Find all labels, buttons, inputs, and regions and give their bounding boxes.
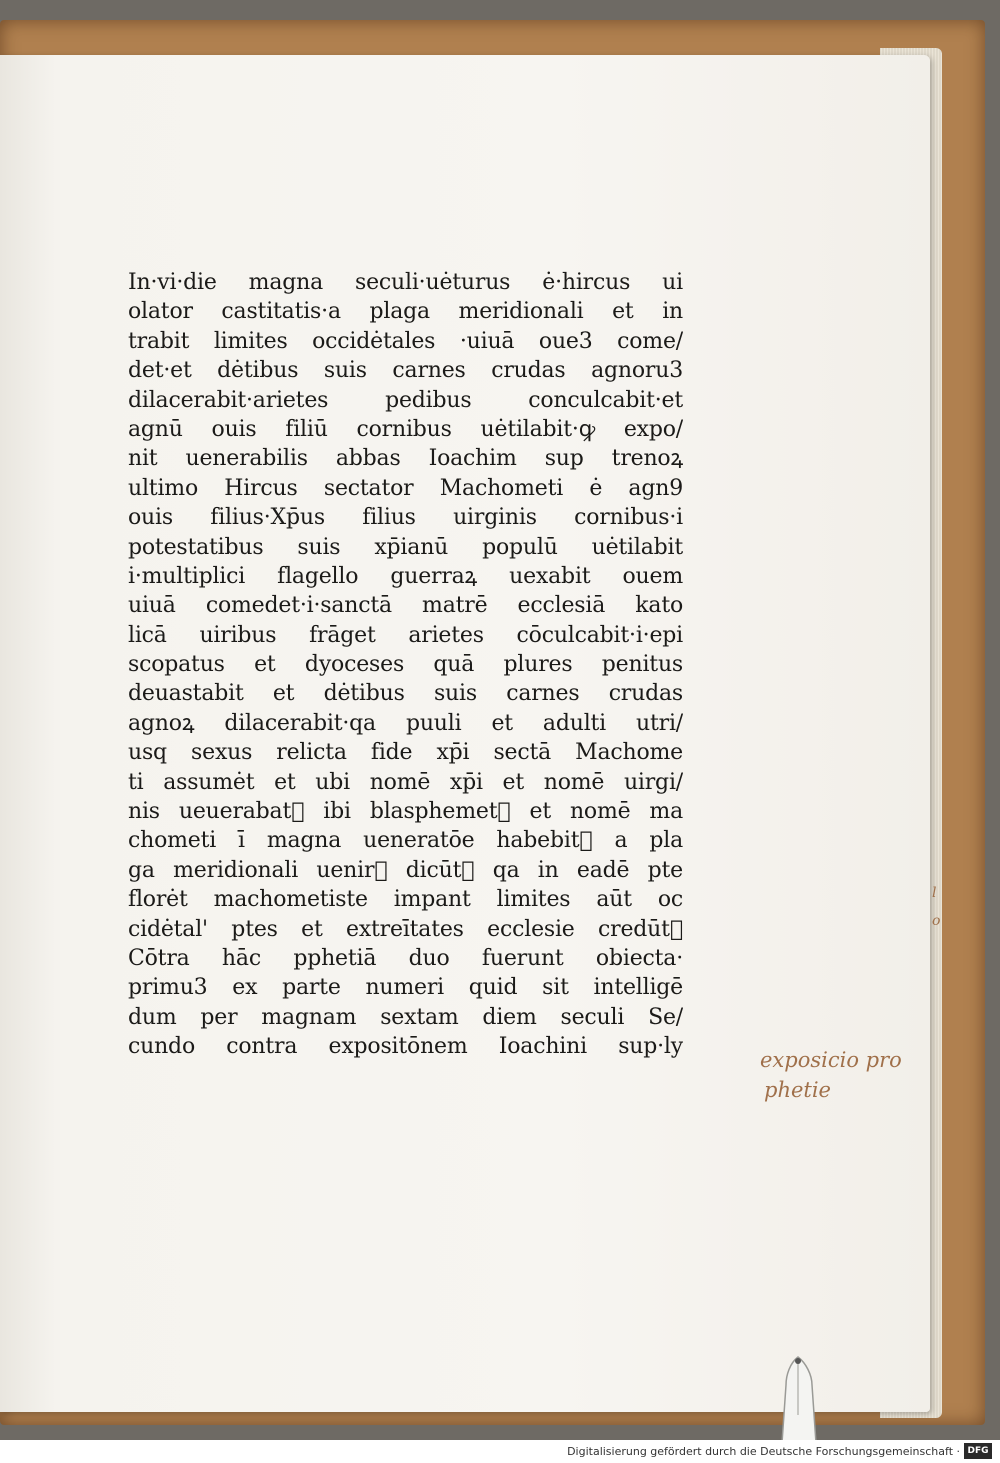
text-line: nit uenerabilis abbas Ioachim sup trenoꝝ xyxy=(128,446,683,472)
text-line: uiuā comedet·i·sanctā matrē ecclesiā kato xyxy=(128,593,683,619)
text-line: agnoꝝ dilacerabit·qa puuli et adulti utri/ xyxy=(128,710,683,736)
text-line: chometi ī magna ueneratōe habebitᷣ a pla xyxy=(128,828,683,854)
text-line: florėt machometiste impant limites aūt oc xyxy=(128,887,683,913)
funding-credit: Digitalisierung gefördert durch die Deutsche Forschungsgemeinschaft · xyxy=(567,1445,960,1458)
text-line: ultimo Hircus sectator Machometi ė agn9 xyxy=(128,475,683,501)
edge-mark-upper: l xyxy=(932,885,937,901)
text-line: ouis filius·Xp̄us filius uirginis cornibus·i xyxy=(128,505,683,531)
book-page xyxy=(0,55,941,1412)
text-line: Cōtra hāc pphetiā duo fuerunt obiecta· xyxy=(128,945,683,971)
marginal-annotation-line: phetie xyxy=(764,1078,831,1102)
printed-text-block xyxy=(128,268,683,1062)
text-line: licā uiribus frāget arietes cōculcabit·i·epi xyxy=(128,622,683,648)
text-line: det·et dėtibus suis carnes crudas agnoru3 xyxy=(128,358,683,384)
text-line: olator castitatis·a plaga meridionali et in xyxy=(128,299,683,325)
text-line: usq sexus relicta fide xp̄i sectā Machome xyxy=(128,740,683,766)
footer-bar xyxy=(0,1440,1000,1463)
text-line: cidėtal' ptes et extreītates ecclesie credūtᷣ xyxy=(128,916,683,942)
text-line: dilacerabit·arietes pedibus conculcabit·et xyxy=(128,387,683,413)
text-line: potestatibus suis xp̄ianū populū uėtilabit xyxy=(128,534,683,560)
edge-marks xyxy=(932,879,940,935)
text-line: deuastabit et dėtibus suis carnes crudas xyxy=(128,681,683,707)
text-line: agnū ouis filiū cornibus uėtilabit·ꝙ expo/ xyxy=(128,416,683,442)
edge-mark-lower: o xyxy=(932,913,941,929)
dfg-logo: DFG xyxy=(964,1443,992,1459)
text-line: trabit limites occidėtales ·uiuā oue3 come/ xyxy=(128,328,683,354)
text-line: scopatus et dyoceses quā plures penitus xyxy=(128,652,683,678)
text-line: cundo contra expositōnem Ioachini sup·ly xyxy=(128,1034,683,1060)
text-line: dum per magnam sextam diem seculi Se/ xyxy=(128,1004,683,1030)
text-line: nis ueuerabatᷣ ibi blasphemetᷣ et nomē ma xyxy=(128,799,683,825)
text-line: i·multiplici flagello guerraꝝ uexabit ouem xyxy=(128,563,683,589)
text-line: ga meridionali uenirᷣ dicūtᷣ qa in eadē pte xyxy=(128,857,683,883)
pen-tip-icon xyxy=(778,1355,818,1440)
marginal-annotation-line: exposicio pro xyxy=(760,1048,902,1072)
text-line: primu3 ex parte numeri quid sit intelligē xyxy=(128,975,683,1001)
text-line: ti assumėt et ubi nomē xp̄i et nomē uirgi/ xyxy=(128,769,683,795)
text-line: In·vi·die magna seculi·uėturus ė·hircus ui xyxy=(128,270,683,295)
marginal-annotation xyxy=(760,1045,920,1105)
